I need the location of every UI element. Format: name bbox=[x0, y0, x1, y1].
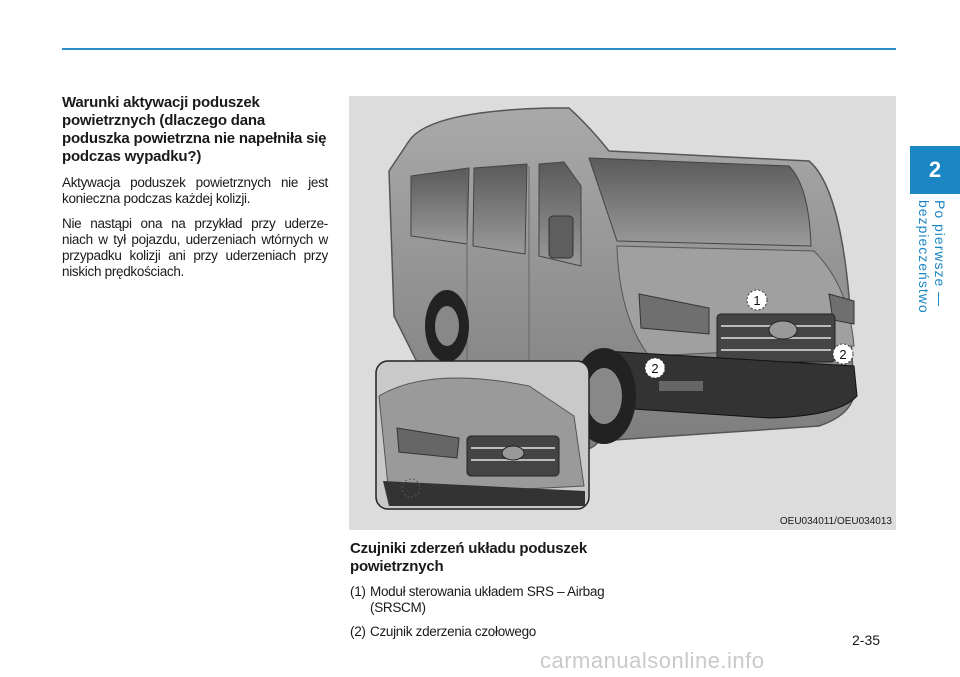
callout-2-left: 2 bbox=[651, 361, 659, 376]
list-number: (1) bbox=[350, 584, 366, 599]
list-text: Czujnik zderzenia czołowego bbox=[370, 624, 536, 639]
section-heading: Czujniki zderzeń układu poduszek powietrznych bbox=[350, 540, 587, 575]
right-column bbox=[350, 540, 650, 648]
watermark: carmanualsonline.info bbox=[540, 648, 765, 673]
list-item bbox=[350, 584, 650, 616]
callout-1: 1 bbox=[753, 293, 761, 308]
figure-code: OEU034011/OEU034013 bbox=[779, 516, 892, 527]
page-number: 2-35 bbox=[852, 632, 881, 648]
chapter-number: 2 bbox=[928, 157, 942, 182]
left-column bbox=[62, 94, 328, 289]
van-drawing bbox=[349, 96, 896, 530]
chapter-title: Po pierwsze — bezpieczeństwo bbox=[916, 200, 948, 314]
paragraph: Aktywacja poduszek powietrznych nie jest konieczna podczas każdej kolizji. bbox=[62, 175, 328, 206]
van-illustration bbox=[349, 96, 896, 530]
section-heading: Warunki aktywacji poduszek powietrznych (dlaczego dana poduszka powietrzna nie napełniła się podczas wypadku?) bbox=[62, 94, 327, 165]
list-item bbox=[350, 624, 650, 640]
list-number: (2) bbox=[350, 624, 366, 639]
callout-2-right: 2 bbox=[839, 347, 847, 362]
chapter-number-tab[interactable] bbox=[910, 146, 960, 194]
paragraph: Nie nastąpi ona na przykład przy uderze- niach w tył pojazdu, uderzeniach wtórnych w przypadku kolizji ani przy uderzeniach przy niskich prędkościach. bbox=[62, 216, 328, 279]
top-rule bbox=[62, 48, 896, 50]
list-text: Moduł sterowania układem SRS – Airbag (SRSCM) bbox=[370, 584, 605, 615]
